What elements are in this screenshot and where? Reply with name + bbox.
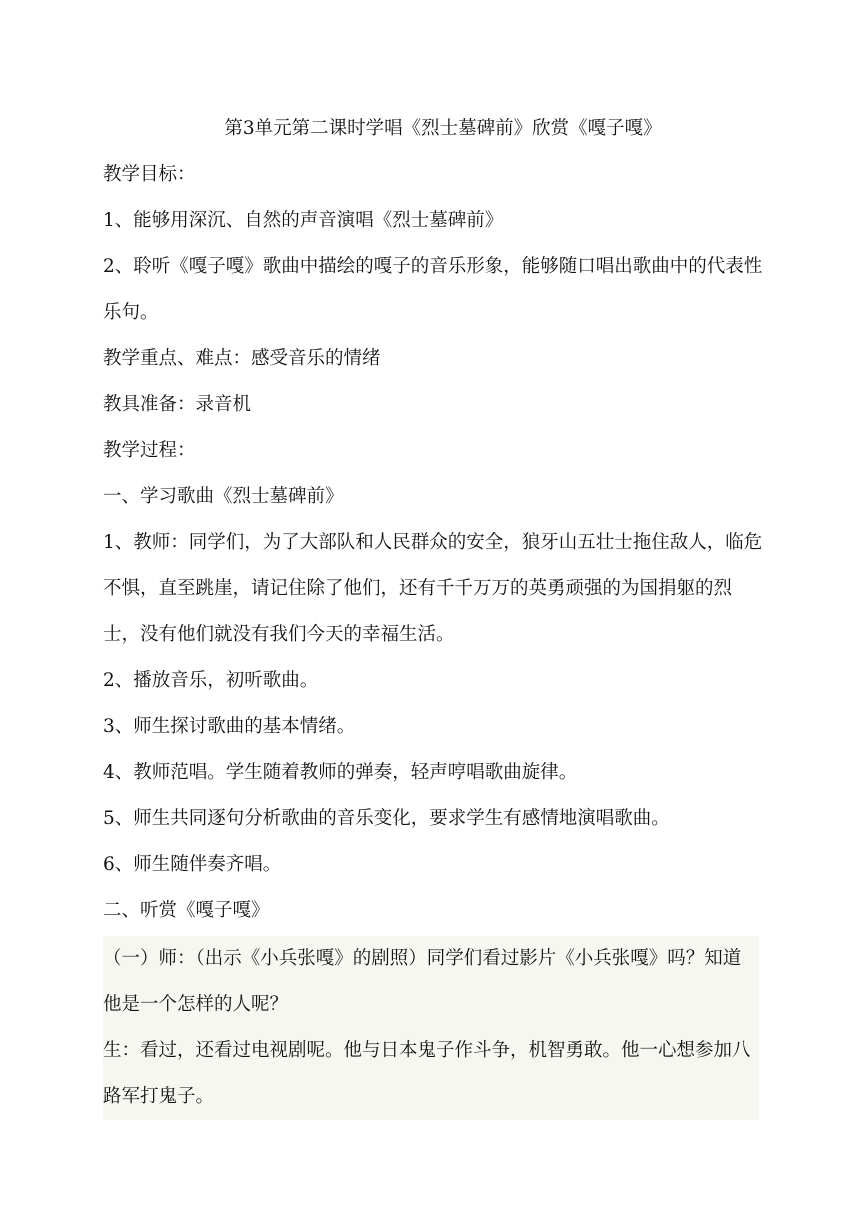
paragraph-student-answer: 生：看过，还看过电视剧呢。他与日本鬼子作斗争，机智勇敢。他一心想参加八路军打鬼子。 xyxy=(103,1040,751,1107)
paragraph-objectives-heading: 教学目标： xyxy=(103,164,196,185)
document-title: 第3单元第二课时学唱《烈士墓碑前》欣赏《嘎子嘎》 xyxy=(224,118,662,139)
paragraph-step-4: 4、教师范唱。学生随着教师的弹奏，轻声哼唱歌曲旋律。 xyxy=(103,762,578,783)
paragraph-step-3: 3、师生探讨歌曲的基本情绪。 xyxy=(103,716,356,737)
paragraph-process-heading: 教学过程： xyxy=(103,440,196,461)
paragraph-section-2-heading: 二、听赏《嘎子嘎》 xyxy=(103,900,270,921)
paragraph-step-6: 6、师生随伴奏齐唱。 xyxy=(103,854,282,875)
paragraph-teaching-aids: 教具准备：录音机 xyxy=(103,394,252,415)
paragraph-step-1: 1、教师：同学们，为了大部队和人民群众的安全，狼牙山五壮士拖住敌人，临危不惧，直至跳崖，请记住除了他们，还有千千万万的英勇顽强的为国捐躯的烈士，没有他们就没有我们今天的幸福生活。 xyxy=(103,532,763,645)
paragraph-teacher-question: （一）师：（出示《小兵张嘎》的剧照）同学们看过影片《小兵张嘎》吗？知道他是一个怎样的人呢？ xyxy=(103,948,742,1015)
paragraph-step-5: 5、师生共同逐句分析歌曲的音乐变化，要求学生有感情地演唱歌曲。 xyxy=(103,808,670,829)
paragraph-objective-1: 1、能够用深沉、自然的声音演唱《烈士墓碑前》 xyxy=(103,210,504,231)
shaded-dialogue-block xyxy=(103,936,759,1120)
paragraph-key-points: 教学重点、难点：感受音乐的情绪 xyxy=(103,348,381,369)
paragraph-section-1-heading: 一、学习歌曲《烈士墓碑前》 xyxy=(103,486,344,507)
document-body xyxy=(103,106,763,1120)
paragraph-step-2: 2、播放音乐，初听歌曲。 xyxy=(103,670,319,691)
paragraph-objective-2: 2、聆听《嘎子嘎》歌曲中描绘的嘎子的音乐形象，能够随口唱出歌曲中的代表性乐句。 xyxy=(103,256,763,323)
